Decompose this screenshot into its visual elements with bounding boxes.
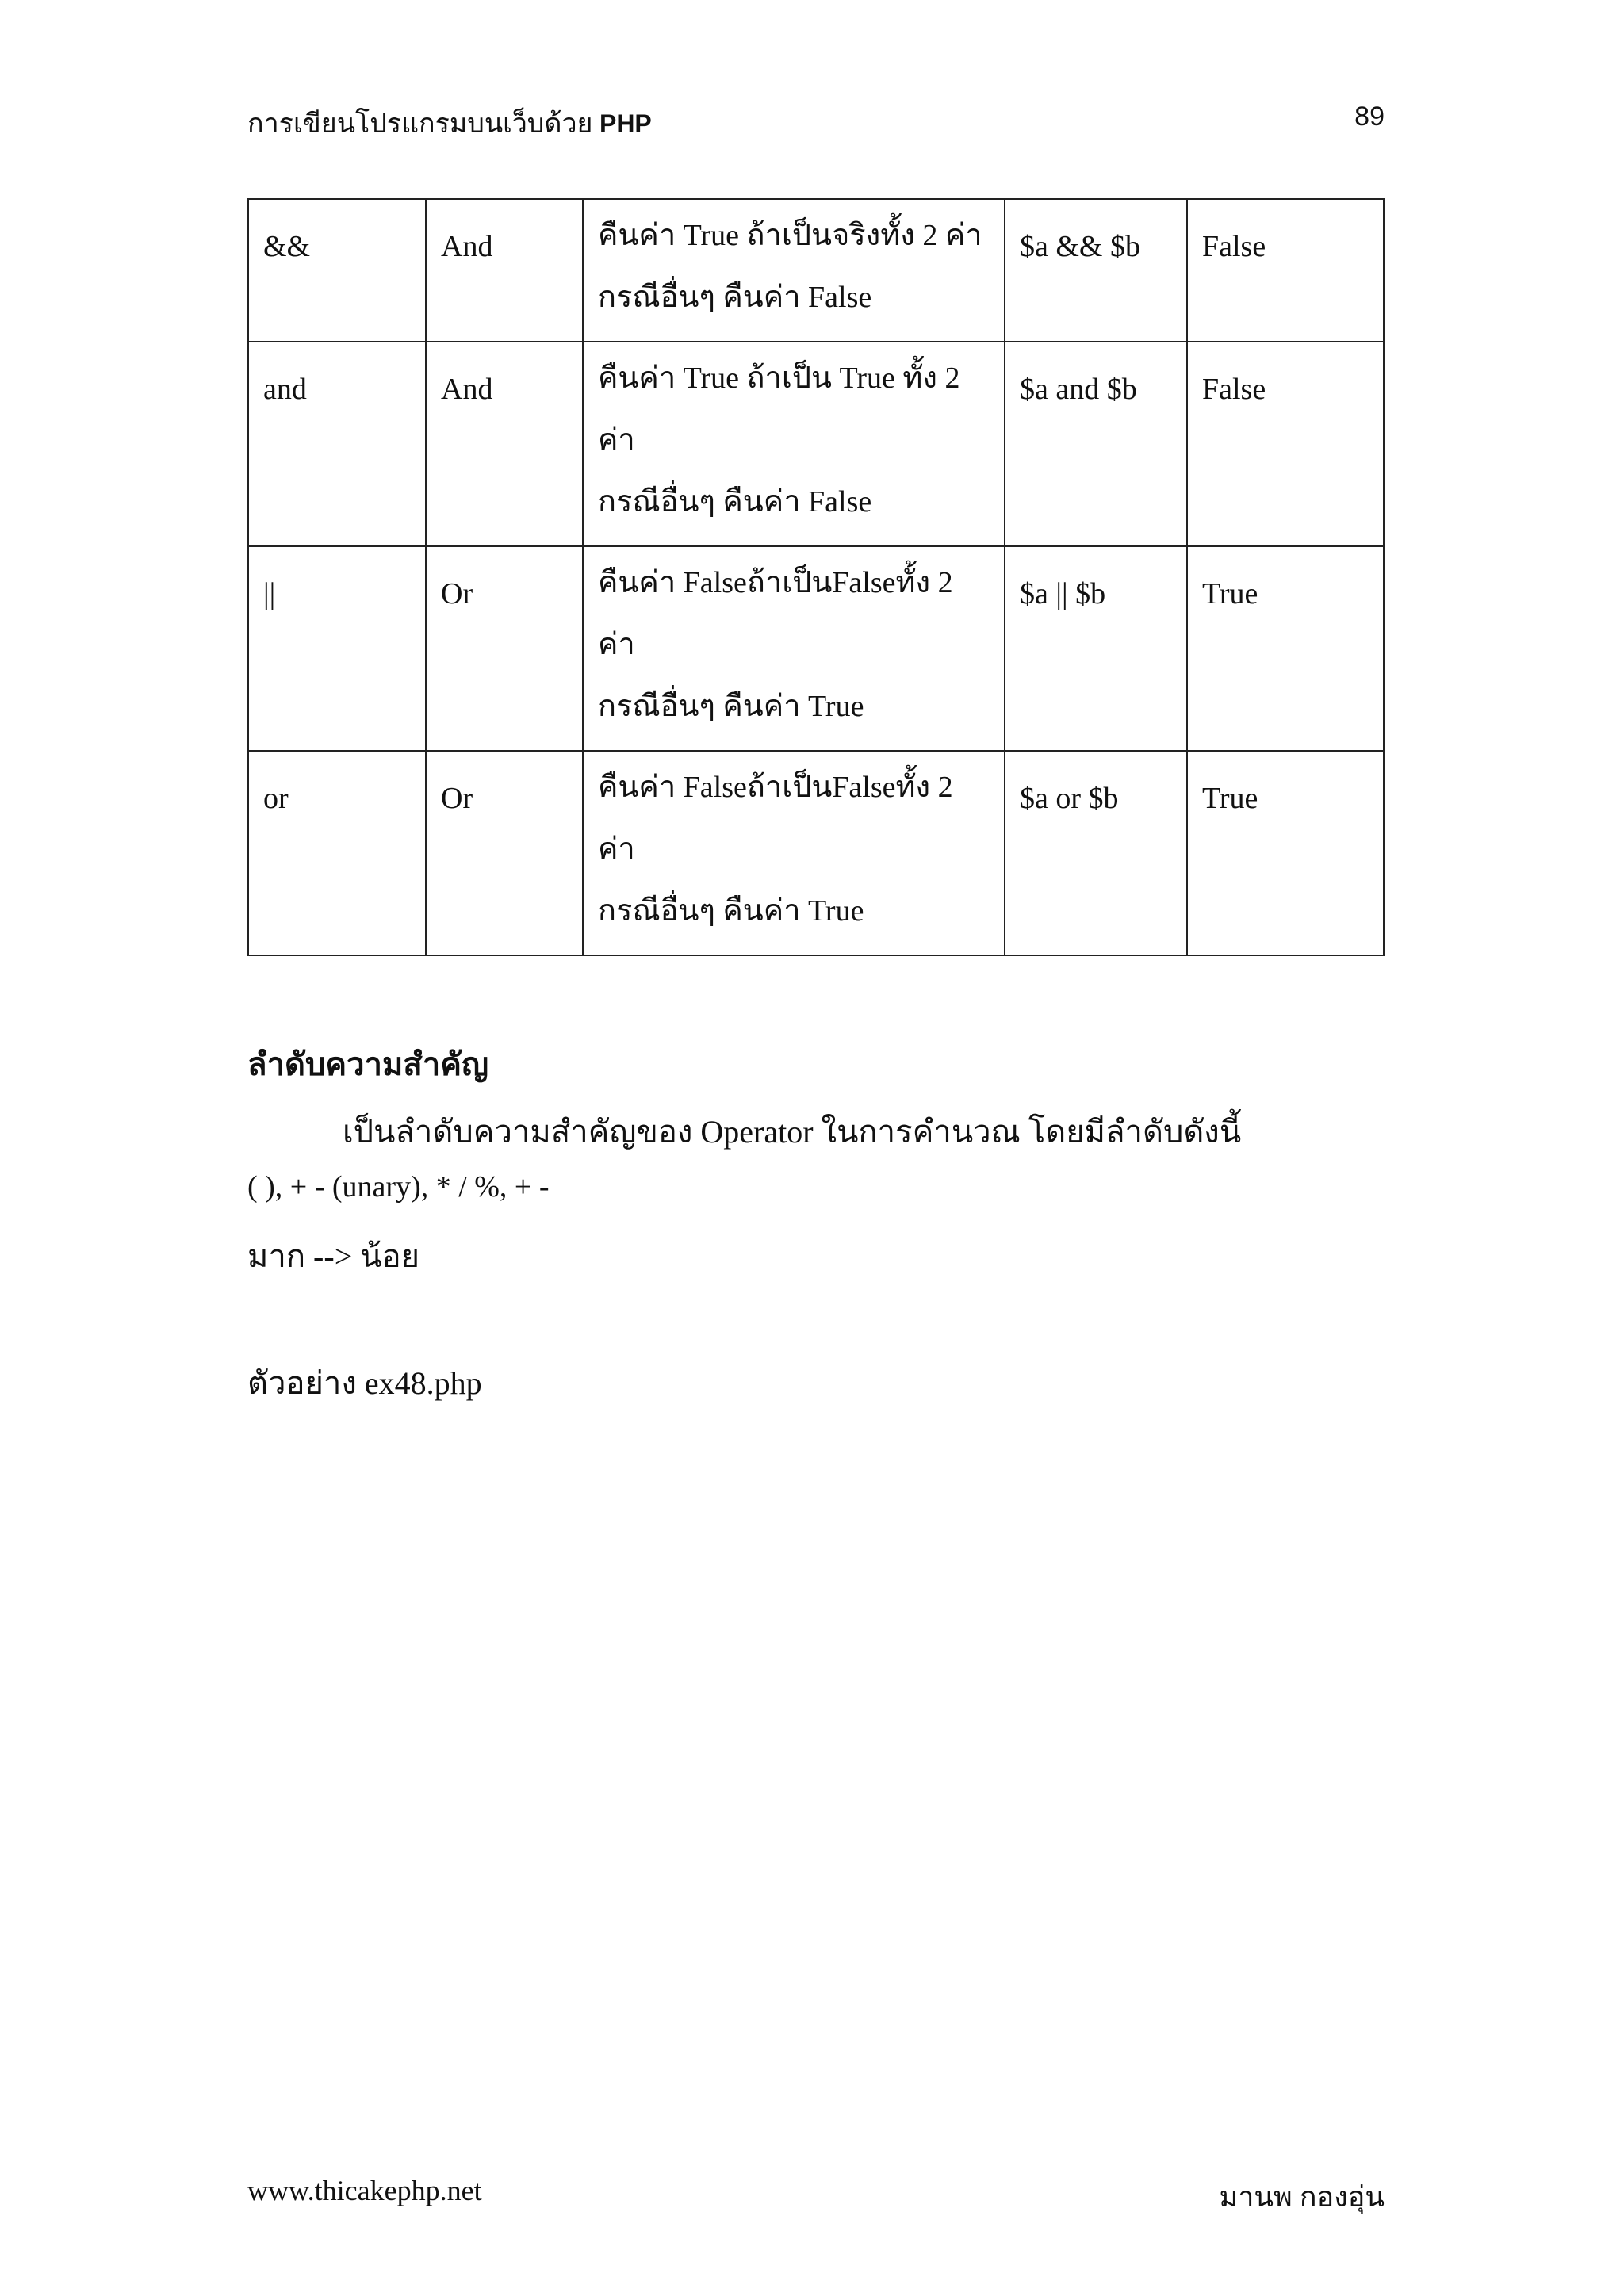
precedence-order-line: มาก --> น้อย bbox=[247, 1238, 420, 1274]
operator-cell: or bbox=[248, 751, 426, 955]
example-cell: $a || $b bbox=[1005, 546, 1187, 751]
description-cell bbox=[583, 751, 1005, 955]
description-line: คืนค่า True ถ้าเป็นจริงทั้ง 2 ค่า bbox=[598, 219, 982, 252]
example-cell: $a or $b bbox=[1005, 751, 1187, 955]
name-cell: Or bbox=[426, 546, 583, 751]
description-line: ค่า bbox=[598, 628, 635, 661]
result-cell: False bbox=[1187, 199, 1384, 342]
table-row bbox=[248, 342, 1384, 546]
name-cell: And bbox=[426, 342, 583, 546]
operator-cell: && bbox=[248, 199, 426, 342]
name-cell: And bbox=[426, 199, 583, 342]
description-line: กรณีอื่นๆ คืนค่า True bbox=[598, 690, 864, 723]
footer-website: www.thicakephp.net bbox=[247, 2175, 482, 2206]
description-line: คืนค่า Falseถ้าเป็นFalseทั้ง 2 bbox=[598, 566, 953, 599]
operator-table bbox=[247, 198, 1385, 956]
description-line: คืนค่า Falseถ้าเป็นFalseทั้ง 2 bbox=[598, 771, 953, 804]
description-line: ค่า bbox=[598, 832, 635, 866]
header-title bbox=[247, 101, 652, 144]
example-label: ตัวอย่าง ex48.php bbox=[247, 1365, 482, 1401]
description-line: กรณีอื่นๆ คืนค่า False bbox=[598, 485, 872, 519]
description-cell bbox=[583, 546, 1005, 751]
operator-precedence-line: ( ), + - (unary), * / %, + - bbox=[247, 1170, 550, 1203]
operator-cell: || bbox=[248, 546, 426, 751]
example-cell: $a && $b bbox=[1005, 199, 1187, 342]
table-row bbox=[248, 199, 1384, 342]
name-cell: Or bbox=[426, 751, 583, 955]
operator-cell: and bbox=[248, 342, 426, 546]
page-header bbox=[247, 101, 1385, 149]
description-line: กรณีอื่นๆ คืนค่า False bbox=[598, 281, 872, 314]
example-cell: $a and $b bbox=[1005, 342, 1187, 546]
table-row bbox=[248, 751, 1384, 955]
result-cell: True bbox=[1187, 546, 1384, 751]
header-title-bold: PHP bbox=[599, 109, 652, 138]
footer-author: มานพ กองอุ่น bbox=[1219, 2181, 1385, 2213]
page-number: 89 bbox=[1354, 101, 1385, 132]
header-title-text: การเขียนโปรแกรมบนเว็บด้วย bbox=[247, 109, 593, 139]
description-cell bbox=[583, 199, 1005, 342]
table-row bbox=[248, 546, 1384, 751]
result-cell: True bbox=[1187, 751, 1384, 955]
description-line: กรณีอื่นๆ คืนค่า True bbox=[598, 894, 864, 928]
description-line: ค่า bbox=[598, 423, 635, 457]
description-line: คืนค่า True ถ้าเป็น True ทั้ง 2 bbox=[598, 362, 960, 395]
result-cell: False bbox=[1187, 342, 1384, 546]
description-cell bbox=[583, 342, 1005, 546]
section-heading: ลำดับความสำคัญ bbox=[247, 1047, 489, 1082]
section-paragraph: เป็นลำดับความสำคัญของ Operator ในการคำนวณ โดยมีลำดับดังนี้ bbox=[343, 1114, 1242, 1150]
